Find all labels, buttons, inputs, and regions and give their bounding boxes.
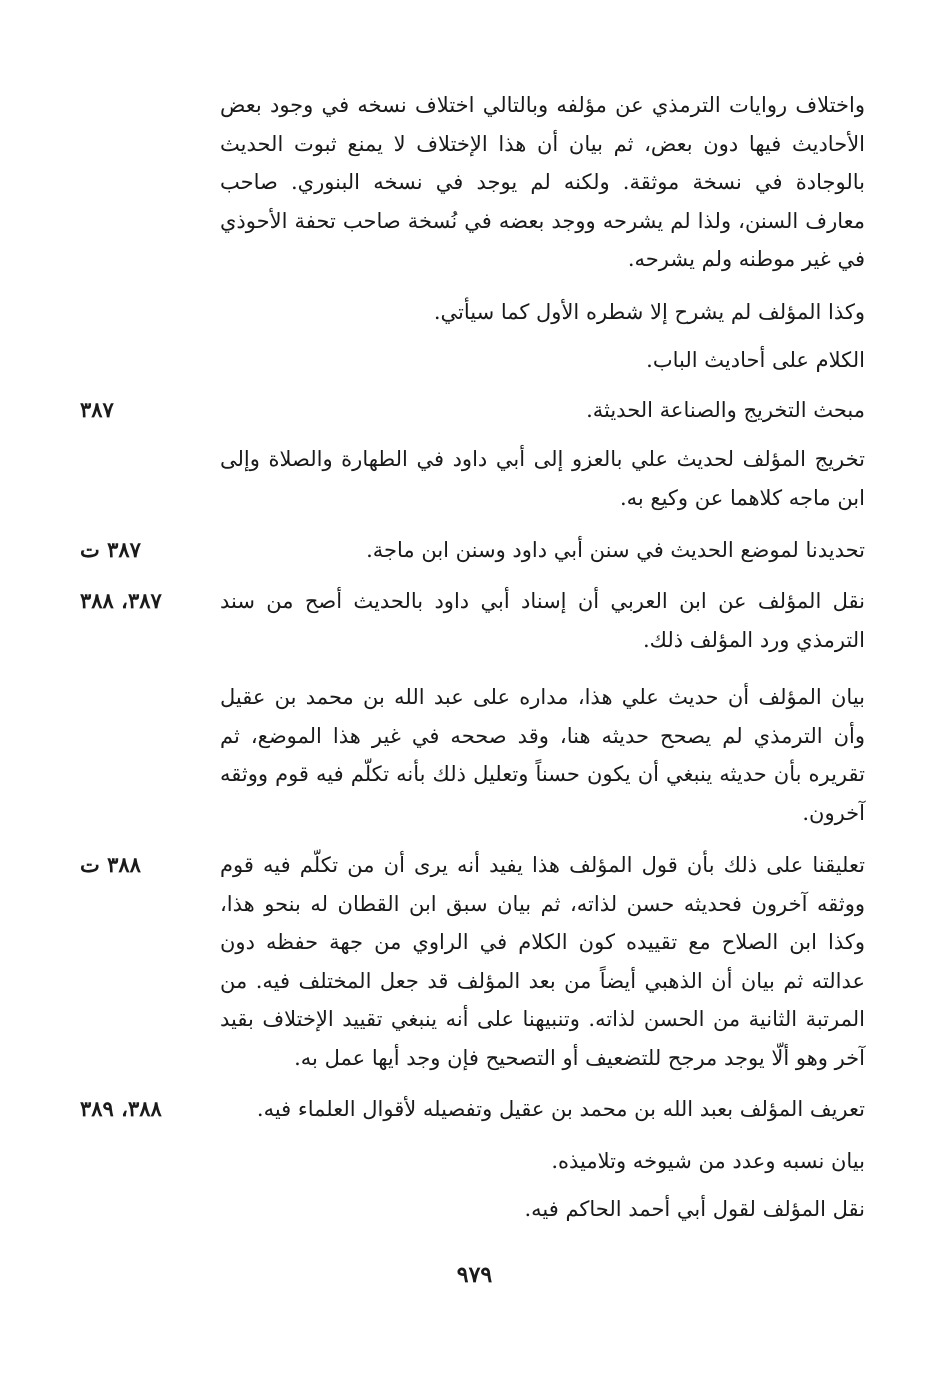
entry-text: نقل المؤلف لقول أبي أحمد الحاكم فيه. xyxy=(524,1197,865,1221)
entry-text: وكذا المؤلف لم يشرح إلا شطره الأول كما سيأتي. xyxy=(433,300,865,324)
entry-text: بيان نسبه وعدد من شيوخه وتلاميذه. xyxy=(551,1149,865,1173)
page-reference: ٣٨٧، ٣٨٨ xyxy=(80,588,162,613)
page-reference: ٣٨٧ ت xyxy=(80,537,141,562)
page-reference: ٣٨٧ xyxy=(80,397,114,422)
entry-text: بيان المؤلف أن حديث علي هذا، مداره على عبد الله بن محمد بن عقيل وأن الترمذي لم يصحح حديثه هنا، وقد صححه في غير هذا الموضع، ثم تقريره بأن حديثه ينبغي أن يكون حسناً وتعليل ذلك بأنه تكلّم فيه قوم ووثقه آخرون. xyxy=(220,685,865,825)
entry-text: تخريج المؤلف لحديث علي بالعزو إلى أبي داود في الطهارة والصلاة وإلى ابن ماجه كلاهما عن وكيع به. xyxy=(220,447,865,510)
page-reference: ٣٨٨ ت xyxy=(80,852,141,877)
entry-text: مبحث التخريج والصناعة الحديثة. xyxy=(586,398,865,422)
entry-text: الكلام على أحاديث الباب. xyxy=(646,348,865,372)
entry-text: تعريف المؤلف بعبد الله بن محمد بن عقيل وتفصيله لأقوال العلماء فيه. xyxy=(256,1097,865,1121)
entry-text: تعليقنا على ذلك بأن قول المؤلف هذا يفيد أنه يرى أن من تكلّم فيه قوم ووثقه آخرون فحديثه حسن لذاته، ثم بيان سبق ابن القطان له بنحو هذا، وكذا ابن الصلاح مع تقييده كون الكلام في الراوي من جهة حفظه دون عدالته ثم بيان أن الذهبي أيضاً من بعد المؤلف قد جعل المختلف فيه. من المرتبة الثانية من الحسن لذاته. وتنبيهنا على أنه ينبغي تقييد الإختلاف بقيد آخر وهو ألّا يوجد مرجح للتضعيف أو التصحيح فإن وجد أيها عمل به. xyxy=(220,853,865,1070)
entry-text: تحديدنا لموضع الحديث في سنن أبي داود وسنن ابن ماجة. xyxy=(366,538,865,562)
page-reference: ٣٨٨، ٣٨٩ xyxy=(80,1096,162,1121)
entry-text: واختلاف روايات الترمذي عن مؤلفه وبالتالي اختلاف نسخه في وجود بعض الأحاديث فيها دون بعض، ثم بيان أن هذا الإختلاف لا يمنع ثبوت الحديث بالوجادة في نسخة موثقة. ولكنه لم يوجد في نسخه البنوري. صاحب معارف السنن، ولذا لم يشرحه ووجد بعضه في نُسخة صاحب تحفة الأحوذي في غير موطنه ولم يشرحه. xyxy=(220,93,865,271)
entry-text: نقل المؤلف عن ابن العربي أن إسناد أبي داود بالحديث أصح من سند الترمذي ورد المؤلف ذلك. xyxy=(220,589,865,652)
page-number: ٩٧٩ xyxy=(456,1262,493,1288)
